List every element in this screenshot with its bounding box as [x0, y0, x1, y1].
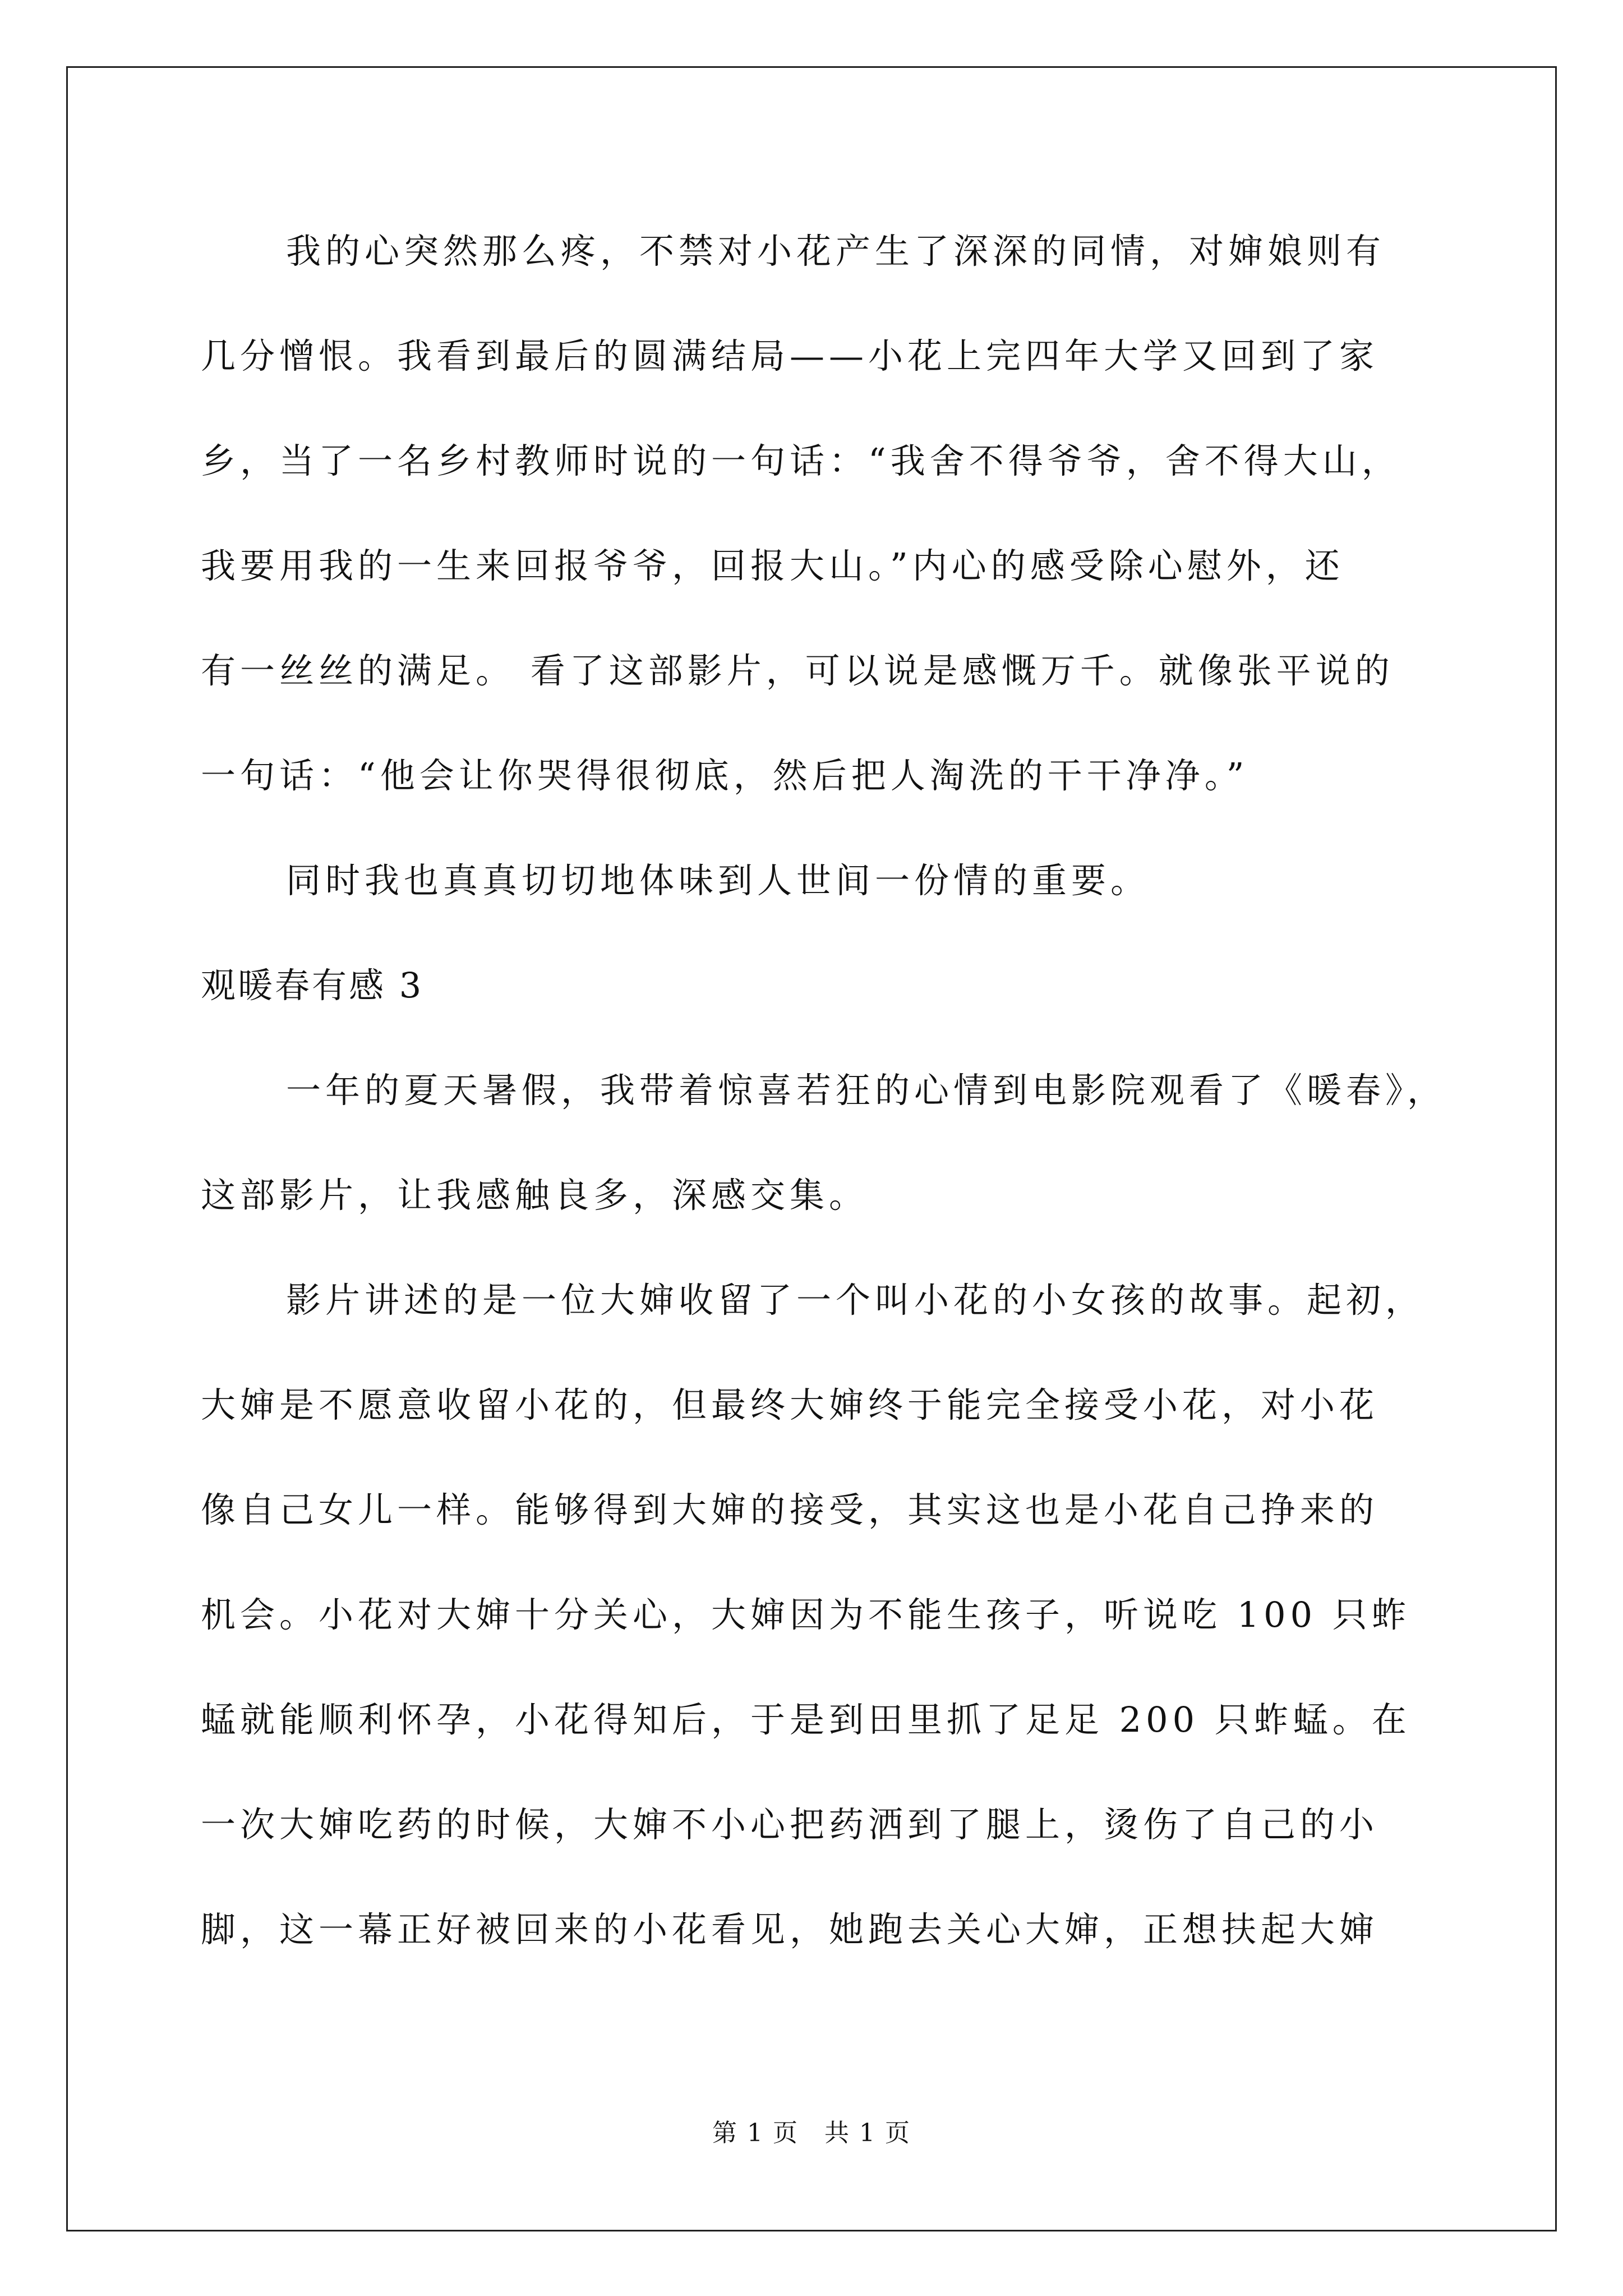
paragraph-line: 机会。小花对大婶十分关心，大婶因为不能生孩子，听说吃 100 只蚱 — [201, 1594, 1411, 1635]
paragraph-line: 同时我也真真切切地体味到人世间一份情的重要。 — [286, 860, 1150, 901]
paragraph-line: 这部影片，让我感触良多，深感交集。 — [201, 1175, 869, 1216]
paragraph-line: 有一丝丝的满足。 看了这部影片，可以说是感慨万千。就像张平说的 — [201, 650, 1394, 691]
paragraph-line: 一次大婶吃药的时候，大婶不小心把药洒到了腿上，烫伤了自己的小 — [201, 1804, 1379, 1845]
paragraph-line: 影片讲述的是一位大婶收留了一个叫小花的小女孩的故事。起初， — [286, 1280, 1425, 1320]
paragraph-line: 大婶是不愿意收留小花的，但最终大婶终于能完全接受小花，对小花 — [201, 1384, 1379, 1425]
paragraph-line: 乡，当了一名乡村教师时说的一句话：“我舍不得爷爷，舍不得大山， — [201, 440, 1401, 481]
section-heading: 观暖春有感 3 — [201, 965, 424, 1006]
page-number-footer: 第 1 页 共 1 页 — [712, 2119, 911, 2147]
paragraph-line: 我要用我的一生来回报爷爷，回报大山。”内心的感受除心慰外，还 — [201, 545, 1344, 586]
paragraph-line: 蜢就能顺利怀孕，小花得知后，于是到田里抓了足足 200 只蚱蜢。在 — [201, 1699, 1411, 1740]
paragraph-line: 脚，这一幕正好被回来的小花看见，她跑去关心大婶，正想扶起大婶 — [201, 1909, 1379, 1950]
paragraph-line: 一句话：“他会让你哭得很彻底，然后把人淘洗的干干净净。” — [201, 755, 1249, 796]
paragraph-line: 几分憎恨。我看到最后的圆满结局——小花上完四年大学又回到了家 — [201, 335, 1379, 376]
paragraph-line: 我的心突然那么疼，不禁对小花产生了深深的同情，对婶娘则有 — [286, 231, 1386, 272]
document-body — [201, 218, 1447, 2001]
paragraph-line: 像自己女儿一样。能够得到大婶的接受，其实这也是小花自己挣来的 — [201, 1489, 1379, 1530]
paragraph-line: 一年的夏天暑假，我带着惊喜若狂的心情到电影院观看了《暖春》， — [286, 1070, 1447, 1111]
